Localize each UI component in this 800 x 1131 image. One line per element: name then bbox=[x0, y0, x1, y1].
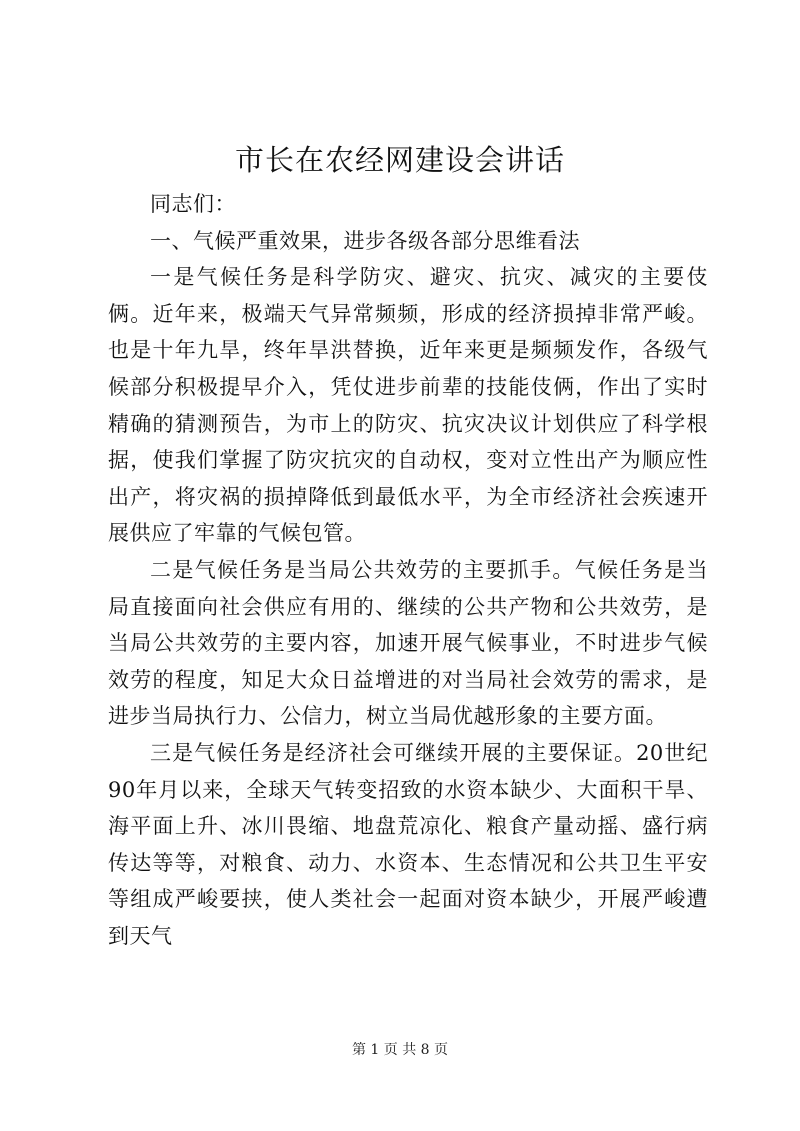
paragraph-point-one: 一是气候任务是科学防灾、避灾、抗灾、减灾的主要伎俩。近年来，极端天气异常频频，形成的经济损掉非常严峻。也是十年九旱，终年旱洪替换，近年来更是频频发作，各级气候部分积极提早介入，凭仗进步前辈的技能伎俩，作出了实时精确的猜测预告，为市上的防灾、抗灾决议计划供应了科学根据，使我们掌握了防灾抗灾的自动权，变对立性出产为顺应性出产，将灾祸的损掉降低到最低水平，为全市经济社会疾速开展供应了牢靠的气候包管。 bbox=[108, 265, 708, 546]
paragraph-point-three: 三是气候任务是经济社会可继续开展的主要保证。20世纪90年月以来，全球天气转变招致的水资本缺少、大面积干旱、海平面上升、冰川畏缩、地盘荒凉化、粮食产量动摇、盛行病传达等等，对粮食、动力、水资本、生态情况和公共卫生平安等组成严峻要挟，使人类社会一起面对资本缺少，开展严峻遭到天气 bbox=[108, 740, 708, 948]
document-title: 市长在农经网建设会讲话 bbox=[234, 143, 565, 177]
paragraph-greeting: 同志们： bbox=[150, 192, 236, 216]
paragraph-section-heading: 一、气候严重效果，进步各级各部分思维看法 bbox=[150, 228, 580, 253]
document-body bbox=[108, 186, 708, 954]
paragraph-point-two: 二是气候任务是当局公共效劳的主要抓手。气候任务是当局直接面向社会供应有用的、继续的公共产物和公共效劳，是当局公共效劳的主要内容，加速开展气候事业，不时进步气候效劳的程度，知足大众日益增进的对当局社会效劳的需求，是进步当局执行力、公信力，树立当局优越形象的主要方面。 bbox=[108, 557, 708, 729]
page-number-footer: 第 1 页 共 8 页 bbox=[351, 1042, 449, 1058]
